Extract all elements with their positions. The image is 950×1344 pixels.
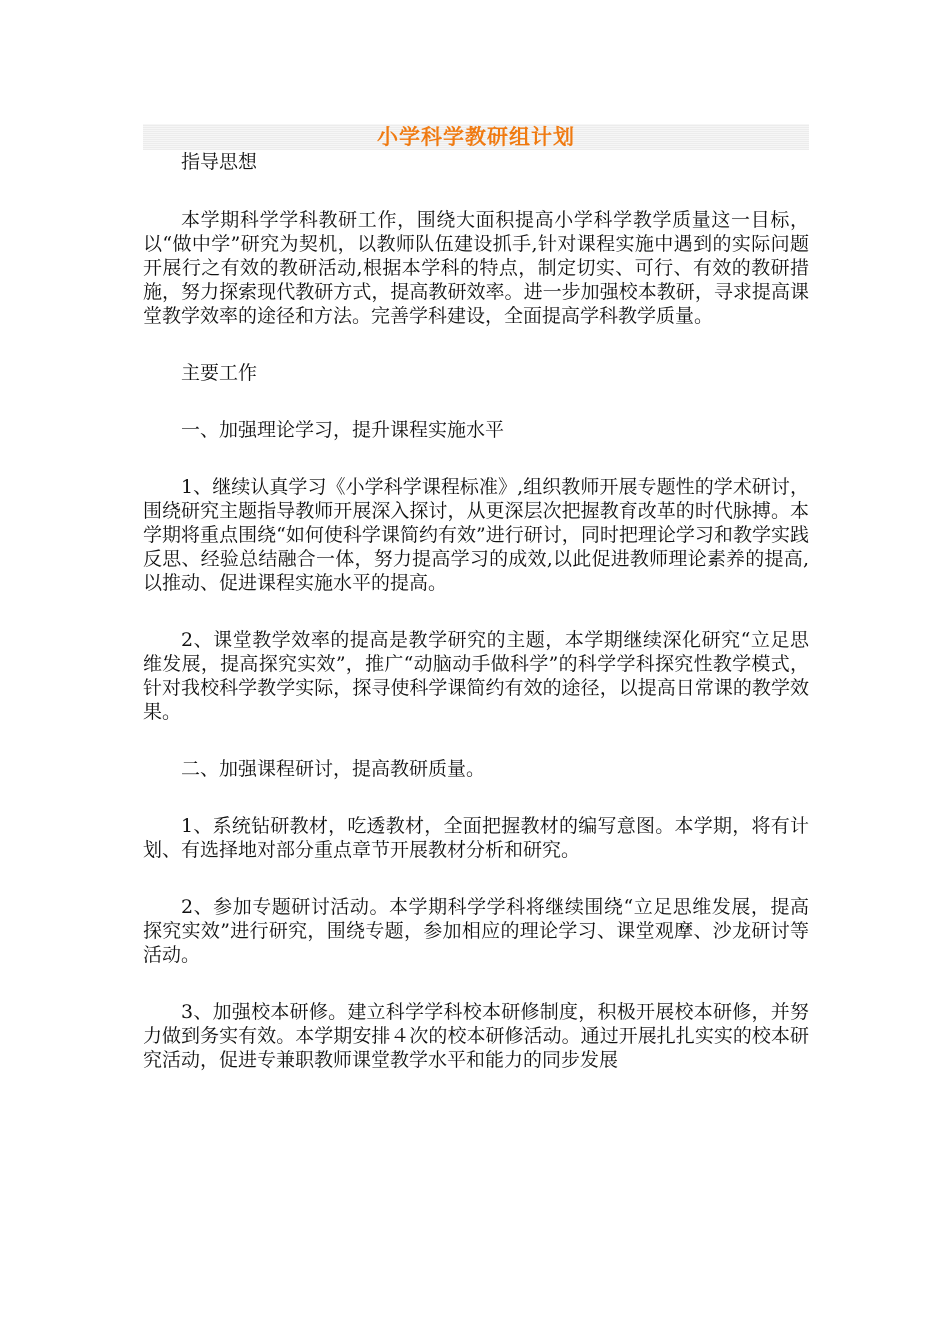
section-heading-2: 二、加强课程研讨，提高教研质量。	[181, 758, 486, 780]
paragraph-spacer	[143, 385, 809, 418]
heading-main-work: 主要工作	[181, 362, 258, 384]
paragraph-2-3: 3、加强校本研修。建立科学学科校本研修制度，积极开展校本研修，并努力做到务实有效。本学期安排４次的校本研修活动。通过开展扎扎实实的校本研究活动，促进专兼职教师课堂教学水平和能力的同步发展	[143, 1001, 809, 1071]
paragraph-spacer	[143, 724, 809, 757]
paragraph-spacer	[143, 595, 809, 628]
paragraph-1-2: 2、课堂教学效率的提高是教学研究的主题，本学期继续深化研究“立足思维发展，提高探究实效”，推广“动脑动手做科学”的科学学科探究性教学模式，针对我校科学教学实际，探寻使科学课简约有效的途径，以提高日常课的教学效果。	[143, 629, 809, 723]
document-page	[143, 124, 809, 1072]
paragraph-spacer	[143, 328, 809, 361]
heading-guiding-thought: 指导思想	[181, 151, 258, 173]
paragraph-guiding-thought: 本学期科学学科教研工作，围绕大面积提高小学科学教学质量这一目标，以“做中学”研究为契机，以教师队伍建设抓手,针对课程实施中遇到的实际问题开展行之有效的教研活动,根据本学科的特点，制定切实、可行、有效的教研措施，努力探索现代教研方式，提高教研效率。进一步加强校本教研，寻求提高课堂教学效率的途径和方法。完善学科建设，全面提高学科教学质量。	[143, 209, 809, 327]
paragraph-spacer	[143, 174, 809, 208]
document-title: 小学科学教研组计划	[143, 124, 809, 150]
paragraph-spacer	[143, 442, 809, 475]
paragraph-2-1: 1、系统钻研教材，吃透教材，全面把握教材的编写意图。本学期，将有计划、有选择地对部分重点章节开展教材分析和研究。	[143, 815, 809, 861]
paragraph-spacer	[143, 781, 809, 814]
paragraph-1-1: 1、继续认真学习《小学科学课程标准》,组织教师开展专题性的学术研讨，围绕研究主题指导教师开展深入探讨，从更深层次把握教育改革的时代脉搏。本学期将重点围绕“如何使科学课简约有效”进行研讨，同时把理论学习和教学实践反思、经验总结融合一体，努力提高学习的成效,以此促进教师理论素养的提高,以推动、促进课程实施水平的提高。	[143, 476, 809, 594]
paragraph-spacer	[143, 967, 809, 1000]
section-heading-1: 一、加强理论学习，提升课程实施水平	[181, 419, 505, 441]
document-body	[143, 150, 809, 1072]
paragraph-spacer	[143, 862, 809, 895]
paragraph-2-2: 2、参加专题研讨活动。本学期科学学科将继续围绕“立足思维发展，提高探究实效”进行研究，围绕专题，参加相应的理论学习、课堂观摩、沙龙研讨等活动。	[143, 896, 809, 966]
